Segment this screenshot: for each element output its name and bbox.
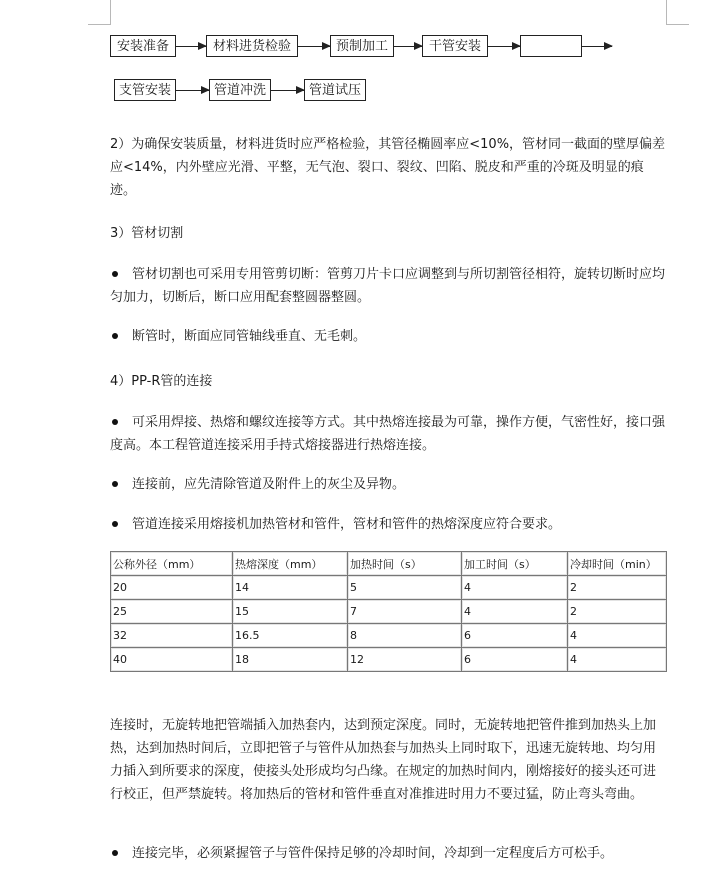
bullet-connection-3 [110, 513, 666, 536]
table-cell: 40 [111, 648, 233, 672]
table-cell: 4 [462, 600, 568, 624]
table-cell: 8 [348, 624, 462, 648]
bullet-cutting-2 [110, 325, 666, 348]
table-cell: 14 [233, 576, 348, 600]
bullet-text: 管道连接采用熔接机加热管材和管件，管材和管件的热熔深度应符合要求。 [132, 517, 562, 532]
crop-mark-right-v [666, 0, 667, 24]
table-header-cell: 加工时间（s） [462, 552, 568, 576]
bullet-text: 断管时，断面应同管轴线垂直、无毛刺。 [132, 329, 367, 344]
flow-arrow [271, 90, 304, 91]
crop-mark-left-v [110, 0, 111, 24]
crop-mark-left-h [88, 24, 111, 25]
bullet-cutting-1 [110, 263, 666, 309]
flow-step-branch-pipe: 支管安装 [114, 79, 176, 101]
table-cell: 2 [568, 600, 667, 624]
table-cell: 12 [348, 648, 462, 672]
bullet-text: 连接前，应先清除管道及附件上的灰尘及异物。 [132, 477, 406, 492]
table-cell: 20 [111, 576, 233, 600]
flow-arrow [176, 90, 209, 91]
table-header-cell: 公称外径（mm） [111, 552, 233, 576]
flow-step-main-pipe: 干管安装 [422, 35, 488, 57]
bullet-icon [110, 513, 132, 536]
flow-arrow [176, 46, 206, 47]
table-cell: 18 [233, 648, 348, 672]
flow-step-prefab: 预制加工 [330, 35, 394, 57]
table-row [111, 576, 667, 600]
table-header-cell: 热熔深度（mm） [233, 552, 348, 576]
bullet-text: 连接完毕，必须紧握管子与管件保持足够的冷却时间，冷却到一定程度后方可松手。 [132, 846, 614, 861]
table-cell: 5 [348, 576, 462, 600]
bullet-icon [110, 325, 132, 348]
table-header-cell: 加热时间（s） [348, 552, 462, 576]
fusion-spec-table [110, 551, 667, 672]
paragraph-quality: 2）为确保安装质量，材料进货时应严格检验，其管径椭圆率应<10%，管材同一截面的壁厚偏差应<14%，内外壁应光滑、平整，无气泡、裂口、裂纹、凹陷、脱皮和严重的冷斑及明显的痕迹。 [110, 137, 666, 198]
bullet-text: 管材切割也可采用专用管剪切断：管剪刀片卡口应调整到与所切割管径相符，旋转切断时应均匀加力，切断后，断口应用配套整圆器整圆。 [110, 267, 666, 305]
flow-arrow [298, 46, 330, 47]
table-row [111, 600, 667, 624]
table-cell: 6 [462, 624, 568, 648]
table-cell: 4 [568, 648, 667, 672]
flow-step-flush: 管道冲洗 [209, 79, 271, 101]
flow-step-prepare: 安装准备 [110, 35, 176, 57]
flow-arrow [582, 46, 612, 47]
table-cell: 25 [111, 600, 233, 624]
bullet-connection-1 [110, 411, 666, 457]
bullet-icon [110, 473, 132, 496]
bullet-cooling [110, 842, 666, 865]
bullet-text: 可采用焊接、热熔和螺纹连接等方式。其中热熔连接最为可靠，操作方便，气密性好，接口强度高。本工程管道连接采用手持式熔接器进行热熔连接。 [110, 415, 666, 453]
table-cell: 7 [348, 600, 462, 624]
flow-step-pressure-test: 管道试压 [304, 79, 366, 101]
table-row [111, 648, 667, 672]
table-cell: 2 [568, 576, 667, 600]
bullet-icon [110, 263, 132, 286]
table-cell: 4 [568, 624, 667, 648]
table-header-row [111, 552, 667, 576]
table-row [111, 624, 667, 648]
table-cell: 4 [462, 576, 568, 600]
flow-step-inspection: 材料进货检验 [206, 35, 298, 57]
heading-connection: 4）PP-R管的连接 [110, 374, 213, 389]
bullet-connection-2 [110, 473, 666, 496]
table-cell: 32 [111, 624, 233, 648]
flow-arrow [394, 46, 422, 47]
flow-arrow [488, 46, 520, 47]
table-cell: 6 [462, 648, 568, 672]
table-cell: 16.5 [233, 624, 348, 648]
table-header-cell: 冷却时间（min） [568, 552, 667, 576]
flow-step-empty [520, 35, 582, 57]
heading-cutting: 3）管材切割 [110, 226, 184, 241]
crop-mark-right-h [666, 24, 689, 25]
table-cell: 15 [233, 600, 348, 624]
paragraph-connection-procedure: 连接时，无旋转地把管端插入加热套内，达到预定深度。同时，无旋转地把管件推到加热头上加热，达到加热时间后，立即把管子与管件从加热套与加热头上同时取下，迅速无旋转地、均匀用力插入到所要求的深度，使接头处形成均匀凸缘。在规定的加热时间内，刚熔接好的接头还可进行校正，但严禁旋转。将加热后的管材和管件垂直对准推进时用力不要过猛，防止弯头弯曲。 [110, 718, 657, 802]
bullet-icon [110, 842, 132, 865]
bullet-icon [110, 411, 132, 434]
